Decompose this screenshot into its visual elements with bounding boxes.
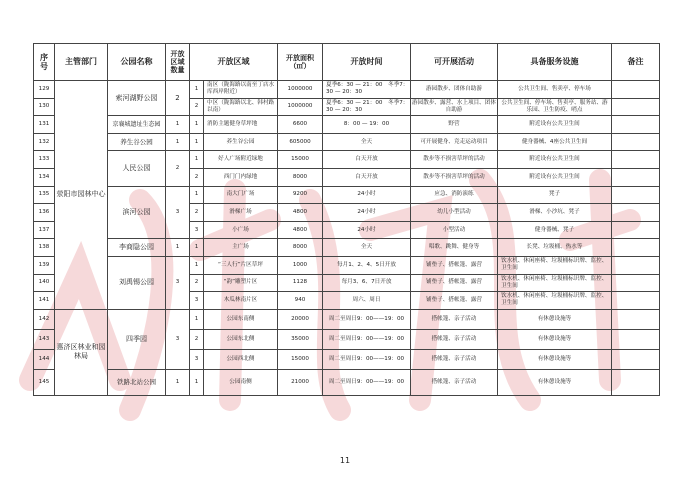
note-cell — [612, 329, 660, 349]
facility-cell: 有休憩设施等 — [498, 349, 612, 369]
activity-cell: 散步等不损害草坪的活动 — [411, 151, 498, 169]
facility-cell: 附近设有公共卫生间 — [498, 116, 612, 134]
seq-cell: 132 — [34, 133, 55, 151]
note-cell — [612, 204, 660, 222]
seq-cell: 130 — [34, 98, 55, 116]
size-cell: 9200 — [278, 186, 323, 204]
facility-cell: 附近设有公共卫生间 — [498, 168, 612, 186]
index-cell: 2 — [190, 98, 204, 116]
note-cell — [612, 186, 660, 204]
area-cell: “韵”雕塑片区 — [204, 274, 278, 292]
park-open-area-table — [33, 43, 660, 396]
count-cell: 3 — [166, 186, 190, 239]
count-cell: 3 — [166, 256, 190, 309]
facility-cell: 饮水机、休闲座椅、垃圾桶标识牌、监控、卫生间 — [498, 292, 612, 310]
activity-cell: 幼儿小型活动 — [411, 204, 498, 222]
note-cell — [612, 168, 660, 186]
facility-cell: 附近设有公共卫生间 — [498, 151, 612, 169]
activity-cell: 唱歌、跳舞、健身等 — [411, 239, 498, 257]
park-cell: 京襄城遗址生态园 — [108, 116, 166, 134]
area-cell: 南大门广场 — [204, 186, 278, 204]
table-row — [34, 309, 660, 329]
header-time: 开放时间 — [323, 44, 411, 81]
note-cell — [612, 116, 660, 134]
seq-cell: 141 — [34, 292, 55, 310]
page-number: 11 — [339, 456, 351, 465]
time-cell: 周二至周日9：00——19：00 — [323, 309, 411, 329]
area-cell: 好人广场附近绿地 — [204, 151, 278, 169]
header-facility: 具备服务设施 — [498, 44, 612, 81]
index-cell: 1 — [190, 81, 204, 99]
table-row — [34, 151, 660, 169]
note-cell — [612, 274, 660, 292]
area-cell: 公园东北侧 — [204, 329, 278, 349]
park-cell: 刘禹锡公园 — [108, 256, 166, 309]
seq-cell: 139 — [34, 256, 55, 274]
time-cell: 周二至周日9：00——19：00 — [323, 349, 411, 369]
index-cell: 1 — [190, 369, 204, 395]
size-cell: 605000 — [278, 133, 323, 151]
header-park: 公园名称 — [108, 44, 166, 81]
time-cell: 每月3、6、7日开放 — [323, 274, 411, 292]
note-cell — [612, 81, 660, 99]
count-cell: 1 — [166, 369, 190, 395]
time-cell: 白天开放 — [323, 151, 411, 169]
seq-cell: 145 — [34, 369, 55, 395]
area-cell: “三人行”片区草坪 — [204, 256, 278, 274]
index-cell: 2 — [190, 204, 204, 222]
park-cell: 滨河公园 — [108, 186, 166, 239]
size-cell: 4800 — [278, 221, 323, 239]
area-cell: 南区（陇海路以南至丁店水库西岸附近） — [204, 81, 278, 99]
time-cell: 夏季6：30 — 21：00 冬季7：30 — 20：30 — [323, 81, 411, 99]
size-cell: 8000 — [278, 168, 323, 186]
activity-cell: 应急、消防演练 — [411, 186, 498, 204]
seq-cell: 137 — [34, 221, 55, 239]
header-activity: 可开展活动 — [411, 44, 498, 81]
facility-cell: 饮水机、休闲座椅、垃圾桶标识牌、监控、卫生间 — [498, 274, 612, 292]
activity-cell: 游园散步、露营、水上项目、团体自助游 — [411, 98, 498, 116]
note-cell — [612, 239, 660, 257]
size-cell: 15000 — [278, 151, 323, 169]
note-cell — [612, 369, 660, 395]
area-cell: 木瓜林南片区 — [204, 292, 278, 310]
table-row — [34, 256, 660, 274]
table-row — [34, 133, 660, 151]
index-cell: 2 — [190, 274, 204, 292]
facility-cell: 有休憩设施等 — [498, 369, 612, 395]
time-cell: 24小时 — [323, 204, 411, 222]
facility-cell: 凳子 — [498, 186, 612, 204]
seq-cell: 136 — [34, 204, 55, 222]
activity-cell: 小型活动 — [411, 221, 498, 239]
activity-cell: 搭帐篷、亲子活动 — [411, 309, 498, 329]
index-cell: 3 — [190, 349, 204, 369]
time-cell: 白天开放 — [323, 168, 411, 186]
park-cell: 人民公园 — [108, 151, 166, 186]
index-cell: 1 — [190, 116, 204, 134]
activity-cell: 铺垫子、搭帐篷、露营 — [411, 256, 498, 274]
note-cell — [612, 256, 660, 274]
area-cell: 小广场 — [204, 221, 278, 239]
note-cell — [612, 133, 660, 151]
activity-cell: 游园散步、团体自助游 — [411, 81, 498, 99]
index-cell: 3 — [190, 292, 204, 310]
area-cell: 消防主题健身草坪地 — [204, 116, 278, 134]
index-cell: 1 — [190, 309, 204, 329]
seq-cell: 140 — [34, 274, 55, 292]
table-row — [34, 369, 660, 395]
note-cell — [612, 309, 660, 329]
table-row — [34, 239, 660, 257]
index-cell: 1 — [190, 239, 204, 257]
table-row — [34, 186, 660, 204]
size-cell: 20000 — [278, 309, 323, 329]
index-cell: 1 — [190, 256, 204, 274]
size-cell: 940 — [278, 292, 323, 310]
size-cell: 21000 — [278, 369, 323, 395]
size-cell: 6600 — [278, 116, 323, 134]
table-row — [34, 81, 660, 99]
area-cell: 中区（陇海路以北、韩村路以南） — [204, 98, 278, 116]
header-row — [34, 44, 660, 81]
area-cell: 公园南侧 — [204, 369, 278, 395]
activity-cell: 铺垫子、搭帐篷、露营 — [411, 292, 498, 310]
time-cell: 24小时 — [323, 186, 411, 204]
area-cell: 西门门内绿地 — [204, 168, 278, 186]
facility-cell: 公共卫生间、停车场、售卖亭、服务站、游乐园、卫生防疫、哨点 — [498, 98, 612, 116]
activity-cell: 散步等不损害草坪的活动 — [411, 168, 498, 186]
facility-cell: 滑梯、小沙坑、凳子 — [498, 204, 612, 222]
note-cell — [612, 151, 660, 169]
area-cell: 滑梯广场 — [204, 204, 278, 222]
time-cell: 周二至周日9：00——19：00 — [323, 329, 411, 349]
seq-cell: 142 — [34, 309, 55, 329]
index-cell: 2 — [190, 168, 204, 186]
seq-cell: 134 — [34, 168, 55, 186]
size-cell: 8000 — [278, 239, 323, 257]
seq-cell: 138 — [34, 239, 55, 257]
count-cell: 1 — [166, 239, 190, 257]
activity-cell: 搭帐篷、亲子活动 — [411, 369, 498, 395]
area-cell: 公园东南侧 — [204, 309, 278, 329]
facility-cell: 长凳、垃圾桶、热水等 — [498, 239, 612, 257]
facility-cell: 有休憩设施等 — [498, 309, 612, 329]
size-cell: 1000 — [278, 256, 323, 274]
dept-cell: 荥阳市园林中心 — [55, 81, 108, 310]
header-size: 开放面积 （㎡） — [278, 44, 323, 81]
time-cell: 全天 — [323, 239, 411, 257]
index-cell: 1 — [190, 151, 204, 169]
time-cell: 8：00 — 19：00 — [323, 116, 411, 134]
count-cell: 2 — [166, 81, 190, 116]
index-cell: 1 — [190, 133, 204, 151]
facility-cell: 公共卫生间、售卖亭、停车场 — [498, 81, 612, 99]
activity-cell: 搭帐篷、亲子活动 — [411, 329, 498, 349]
seq-cell: 129 — [34, 81, 55, 99]
facility-cell: 有休憩设施等 — [498, 329, 612, 349]
seq-cell: 131 — [34, 116, 55, 134]
header-seq: 序 号 — [34, 44, 55, 81]
size-cell: 35000 — [278, 329, 323, 349]
note-cell — [612, 98, 660, 116]
size-cell: 1128 — [278, 274, 323, 292]
activity-cell: 野营 — [411, 116, 498, 134]
seq-cell: 144 — [34, 349, 55, 369]
header-count: 开放 区域 数量 — [166, 44, 190, 81]
count-cell: 3 — [166, 309, 190, 369]
index-cell: 3 — [190, 221, 204, 239]
seq-cell: 135 — [34, 186, 55, 204]
count-cell: 1 — [166, 133, 190, 151]
activity-cell: 可开展健身、竞走运动项目 — [411, 133, 498, 151]
facility-cell: 健身器械、4座公共卫生间 — [498, 133, 612, 151]
index-cell: 1 — [190, 186, 204, 204]
park-cell: 铁路北站公园 — [108, 369, 166, 395]
facility-cell: 健身器械、凳子 — [498, 221, 612, 239]
note-cell — [612, 349, 660, 369]
time-cell: 24小时 — [323, 221, 411, 239]
count-cell: 2 — [166, 151, 190, 186]
size-cell: 15000 — [278, 349, 323, 369]
header-dept: 主管部门 — [55, 44, 108, 81]
area-cell: 公园西北侧 — [204, 349, 278, 369]
time-cell: 周六、周日 — [323, 292, 411, 310]
park-cell: 李商隐公园 — [108, 239, 166, 257]
park-cell: 养生谷公园 — [108, 133, 166, 151]
seq-cell: 133 — [34, 151, 55, 169]
time-cell: 夏季6：30 — 21：00 冬季7：30 — 20：30 — [323, 98, 411, 116]
header-note: 备注 — [612, 44, 660, 81]
note-cell — [612, 292, 660, 310]
seq-cell: 143 — [34, 329, 55, 349]
time-cell: 每月1、2、4、5日开放 — [323, 256, 411, 274]
activity-cell: 铺垫子、搭帐篷、露营 — [411, 274, 498, 292]
count-cell: 1 — [166, 116, 190, 134]
park-cell: 索河湖野公园 — [108, 81, 166, 116]
table-row — [34, 116, 660, 134]
size-cell: 1000000 — [278, 81, 323, 99]
facility-cell: 饮水机、休闲座椅、垃圾桶标识牌、监控、卫生间 — [498, 256, 612, 274]
note-cell — [612, 221, 660, 239]
dept-cell: 惠济区林业和园林局 — [55, 309, 108, 395]
size-cell: 4800 — [278, 204, 323, 222]
time-cell: 周二至周日9：00——19：00 — [323, 369, 411, 395]
index-cell: 2 — [190, 329, 204, 349]
area-cell: 养生谷公园 — [204, 133, 278, 151]
size-cell: 1000000 — [278, 98, 323, 116]
park-cell: 四季园 — [108, 309, 166, 369]
area-cell: 主广场 — [204, 239, 278, 257]
time-cell: 全天 — [323, 133, 411, 151]
header-area: 开放区域 — [190, 44, 278, 81]
activity-cell: 搭帐篷、亲子活动 — [411, 349, 498, 369]
